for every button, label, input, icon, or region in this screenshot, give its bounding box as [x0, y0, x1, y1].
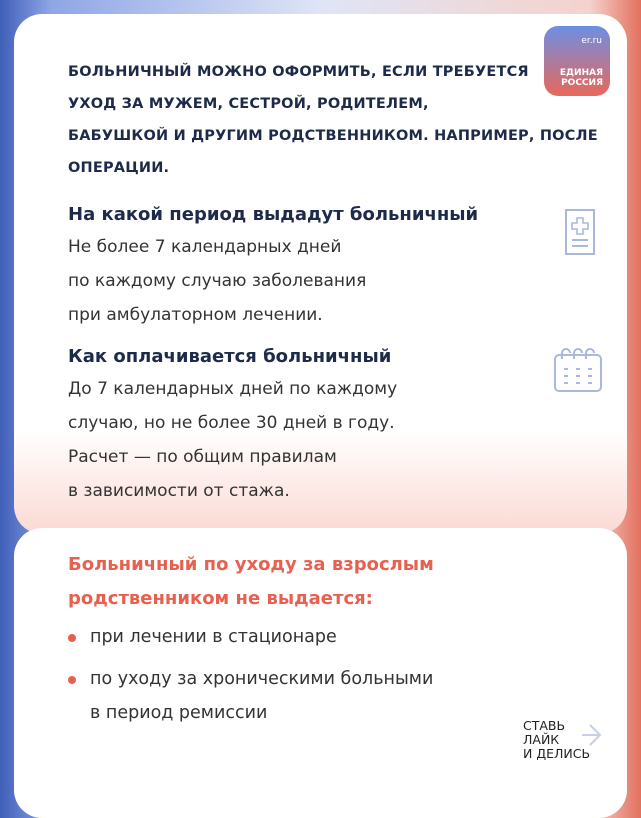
logo-site: er.ru	[581, 36, 602, 46]
list-item	[68, 662, 433, 730]
section-line: Расчет — по общим правилам	[68, 447, 337, 467]
list-item-text: в период ремиссии	[90, 703, 268, 723]
headline	[68, 56, 613, 184]
cta-line: И ДЕЛИСЬ	[523, 746, 591, 761]
section-title: На какой период выдадут больничный	[68, 204, 479, 225]
section-line: Не более 7 календарных дней	[68, 237, 342, 257]
arrow-right-icon	[580, 723, 604, 747]
section-line: случаю, но не более 30 дней в году.	[68, 413, 395, 433]
logo-name-2: РОССИЯ	[561, 78, 603, 88]
section-line: в зависимости от стажа.	[68, 481, 290, 501]
cta-line: СТАВЬ	[523, 718, 566, 733]
warning-line: Больничный по уходу за взрослым	[68, 554, 434, 575]
medical-document-icon	[560, 208, 600, 258]
warning-title	[68, 548, 434, 616]
calendar-icon	[552, 345, 604, 395]
section-line: До 7 календарных дней по каждому	[68, 379, 398, 399]
section-line: при амбулаторном лечении.	[68, 305, 323, 325]
list-item-text: при лечении в стационаре	[90, 627, 337, 647]
list-item	[68, 620, 337, 654]
logo-name-1: ЕДИНАЯ	[559, 68, 603, 78]
cta-line: ЛАЙК	[523, 732, 560, 747]
logo-spacer	[531, 56, 613, 100]
headline-text: БОЛЬНИЧНЫЙ МОЖНО ОФОРМИТЬ, ЕСЛИ ТРЕБУЕТСЯ УХОД ЗА МУЖЕМ, СЕСТРОЙ, РОДИТЕЛЕМ, БАБУШКОЙ И ДРУГИМ РОДСТВЕННИКОМ. НАПРИМЕР, ПОСЛЕ ОПЕРАЦИИ.	[68, 64, 598, 176]
section-payment	[68, 342, 538, 508]
list-item-text: по уходу за хроническими больными	[90, 669, 434, 689]
bullet-icon	[68, 676, 76, 684]
warning-line: родственником не выдается:	[68, 588, 373, 609]
bullet-icon	[68, 634, 76, 642]
section-title: Как оплачивается больничный	[68, 346, 392, 367]
section-period	[68, 200, 538, 332]
section-line: по каждому случаю заболевания	[68, 271, 367, 291]
